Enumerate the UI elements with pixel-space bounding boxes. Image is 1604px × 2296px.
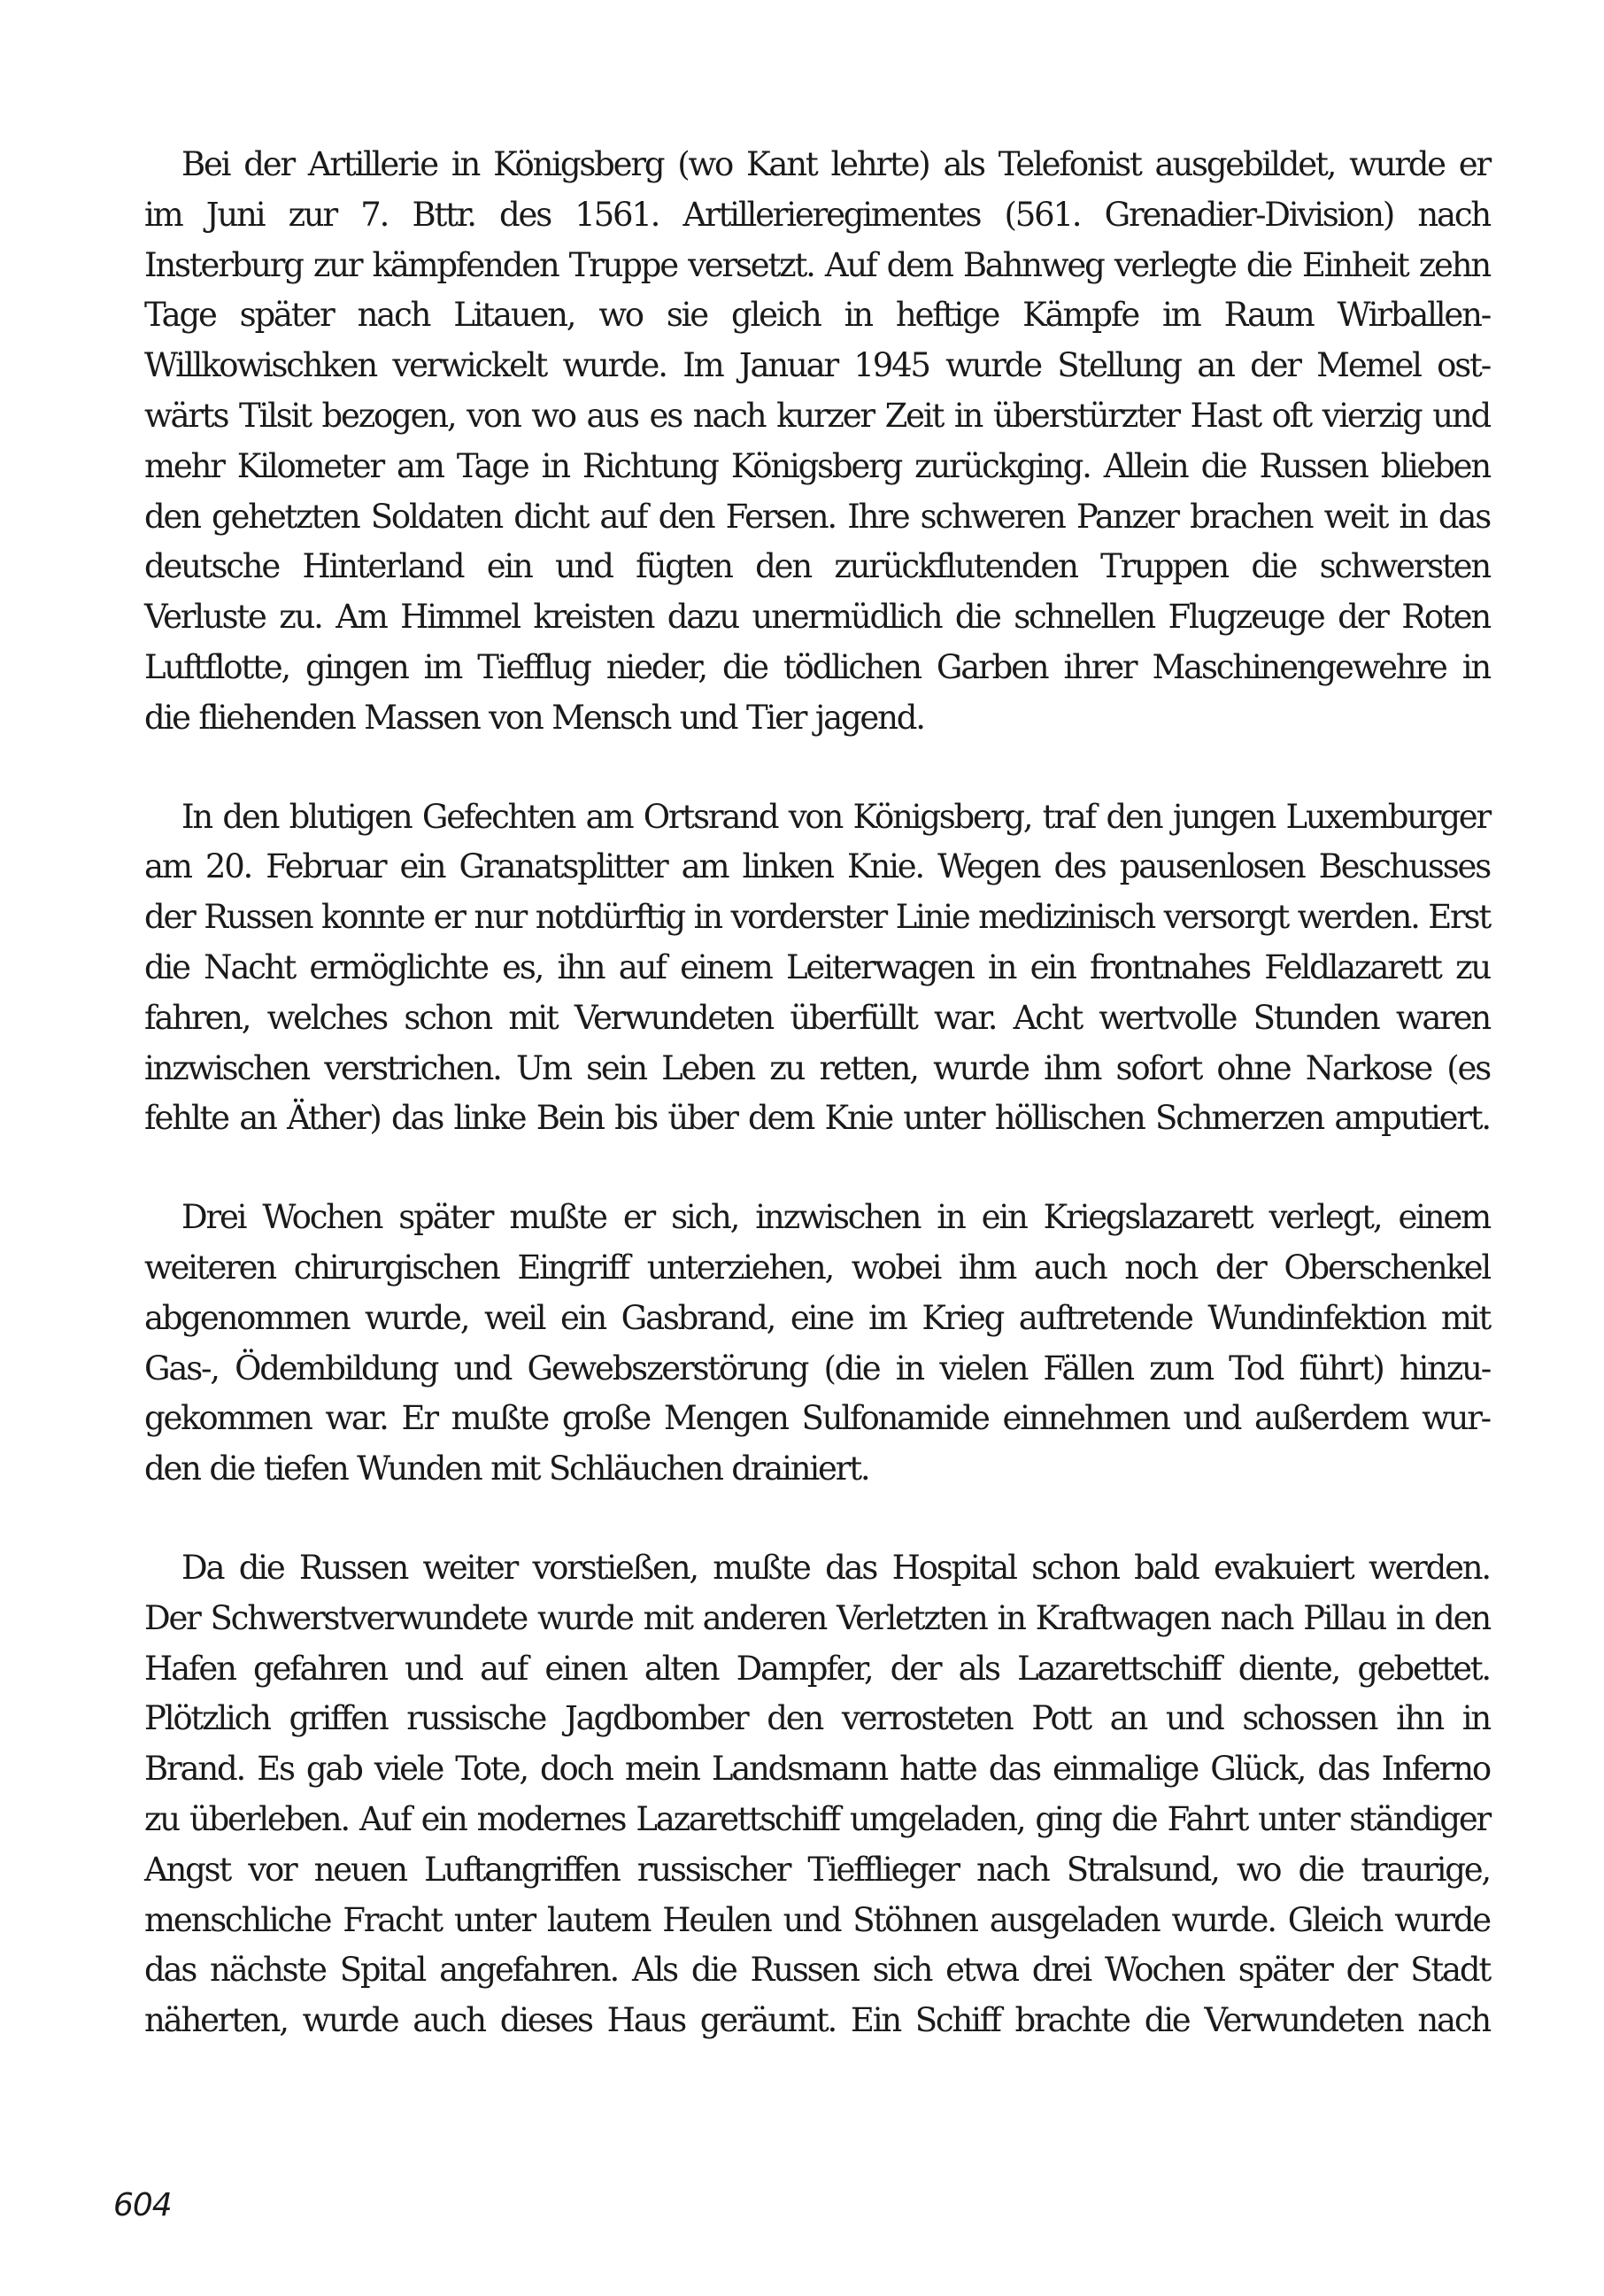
text-line: zu überleben. Auf ein modernes Lazarettschiff umgeladen, ging die Fahrt unter ständiger xyxy=(144,1799,1490,1838)
text-line: Verluste zu. Am Himmel kreisten dazu unermüdlich die schnellen Flugzeuge der Roten xyxy=(144,598,1490,637)
text-line: deutsche Hinterland ein und fügten den zurückflutenden Truppen die schwersten xyxy=(144,547,1490,586)
text-line: mehr Kilometer am Tage in Richtung Königsberg zurückging. Allein die Russen blieben xyxy=(144,446,1490,485)
text-line: Plötzlich griffen russische Jagdbomber den verrosteten Pott an und schossen ihn in xyxy=(144,1699,1490,1738)
text-line: die Nacht ermöglichte es, ihn auf einem Leiterwagen in ein frontnahes Feldlazarett zu xyxy=(144,947,1490,986)
text-line: wärts Tilsit bezogen, von wo aus es nach kurzer Zeit in überstürzter Hast oft vierzig und xyxy=(144,396,1490,435)
text-line: die fliehenden Massen von Mensch und Tier jagend. xyxy=(144,698,924,737)
text-line: fehlte an Äther) das linke Bein bis über dem Knie unter höllischen Schmerzen amputiert. xyxy=(144,1099,1490,1138)
text-line: Der Schwerstverwundete wurde mit anderen Verletzten in Kraftwagen nach Pillau in den xyxy=(144,1598,1490,1637)
text-line: Gas-, Ödembildung und Gewebszerstörung (die in vielen Fällen zum Tod führt) hinzu- xyxy=(144,1349,1490,1388)
text-line: Tage später nach Litauen, wo sie gleich in heftige Kämpfe im Raum Wirballen- xyxy=(144,296,1490,335)
text-line: Hafen gefahren und auf einen alten Dampfer, der als Lazarettschiff diente, gebettet. xyxy=(144,1649,1490,1688)
text-line: den die tiefen Wunden mit Schläuchen drainiert. xyxy=(144,1449,869,1488)
paragraph-1 xyxy=(144,140,1490,744)
text-line: das nächste Spital angefahren. Als die Russen sich etwa drei Wochen später der Stadt xyxy=(144,1951,1490,1990)
page-number: 604 xyxy=(113,2187,172,2223)
text-line: abgenommen wurde, weil ein Gasbrand, eine im Krieg auftretende Wundinfektion mit xyxy=(144,1298,1490,1337)
text-line: näherten, wurde auch dieses Haus geräumt. Ein Schiff brachte die Verwundeten nach xyxy=(144,2001,1490,2040)
text-line: Brand. Es gab viele Tote, doch mein Landsmann hatte das einmalige Glück, das Inferno xyxy=(144,1750,1490,1789)
text-line: Angst vor neuen Luftangriffen russischer Tiefflieger nach Stralsund, wo die traurige, xyxy=(144,1850,1490,1889)
paragraph-3 xyxy=(144,1193,1490,1495)
text-line: In den blutigen Gefechten am Ortsrand von Königsberg, traf den jungen Luxemburger xyxy=(181,797,1490,836)
paragraph-2 xyxy=(144,792,1490,1145)
text-line: am 20. Februar ein Granatsplitter am linken Knie. Wegen des pausenlosen Beschusses xyxy=(144,847,1490,886)
text-line: Da die Russen weiter vorstießen, mußte das Hospital schon bald evakuiert werden. xyxy=(181,1548,1490,1587)
text-line: inzwischen verstrichen. Um sein Leben zu retten, wurde ihm sofort ohne Narkose (es xyxy=(144,1048,1490,1087)
text-line: menschliche Fracht unter lautem Heulen und Stöhnen ausgeladen wurde. Gleich wurde xyxy=(144,1900,1490,1939)
page-body xyxy=(144,140,1490,2095)
text-line: gekommen war. Er mußte große Mengen Sulfonamide einnehmen und außerdem wur- xyxy=(144,1399,1490,1438)
text-line: weiteren chirurgischen Eingriff unterziehen, wobei ihm auch noch der Oberschenkel xyxy=(144,1248,1490,1287)
text-line: Insterburg zur kämpfenden Truppe versetzt. Auf dem Bahnweg verlegte die Einheit zehn xyxy=(144,245,1490,284)
text-line: Luftflotte, gingen im Tiefflug nieder, die tödlichen Garben ihrer Maschinengewehre in xyxy=(144,647,1490,686)
text-line: im Juni zur 7. Bttr. des 1561. Artillerieregimentes (561. Grenadier-Division) nach xyxy=(144,195,1490,234)
text-line: Drei Wochen später mußte er sich, inzwischen in ein Kriegslazarett verlegt, einem xyxy=(181,1198,1490,1237)
text-line: der Russen konnte er nur notdürftig in vorderster Linie medizinisch versorgt werden. Erst xyxy=(144,898,1490,937)
paragraph-4 xyxy=(144,1543,1490,2046)
text-line: Willkowischken verwickelt wurde. Im Januar 1945 wurde Stellung an der Memel ost- xyxy=(144,346,1490,385)
text-line: fahren, welches schon mit Verwundeten überfüllt war. Acht wertvolle Stunden waren xyxy=(144,998,1490,1037)
text-line: den gehetzten Soldaten dicht auf den Fersen. Ihre schweren Panzer brachen weit in das xyxy=(144,497,1490,536)
text-line: Bei der Artillerie in Königsberg (wo Kant lehrte) als Telefonist ausgebildet, wurde er xyxy=(181,145,1490,183)
